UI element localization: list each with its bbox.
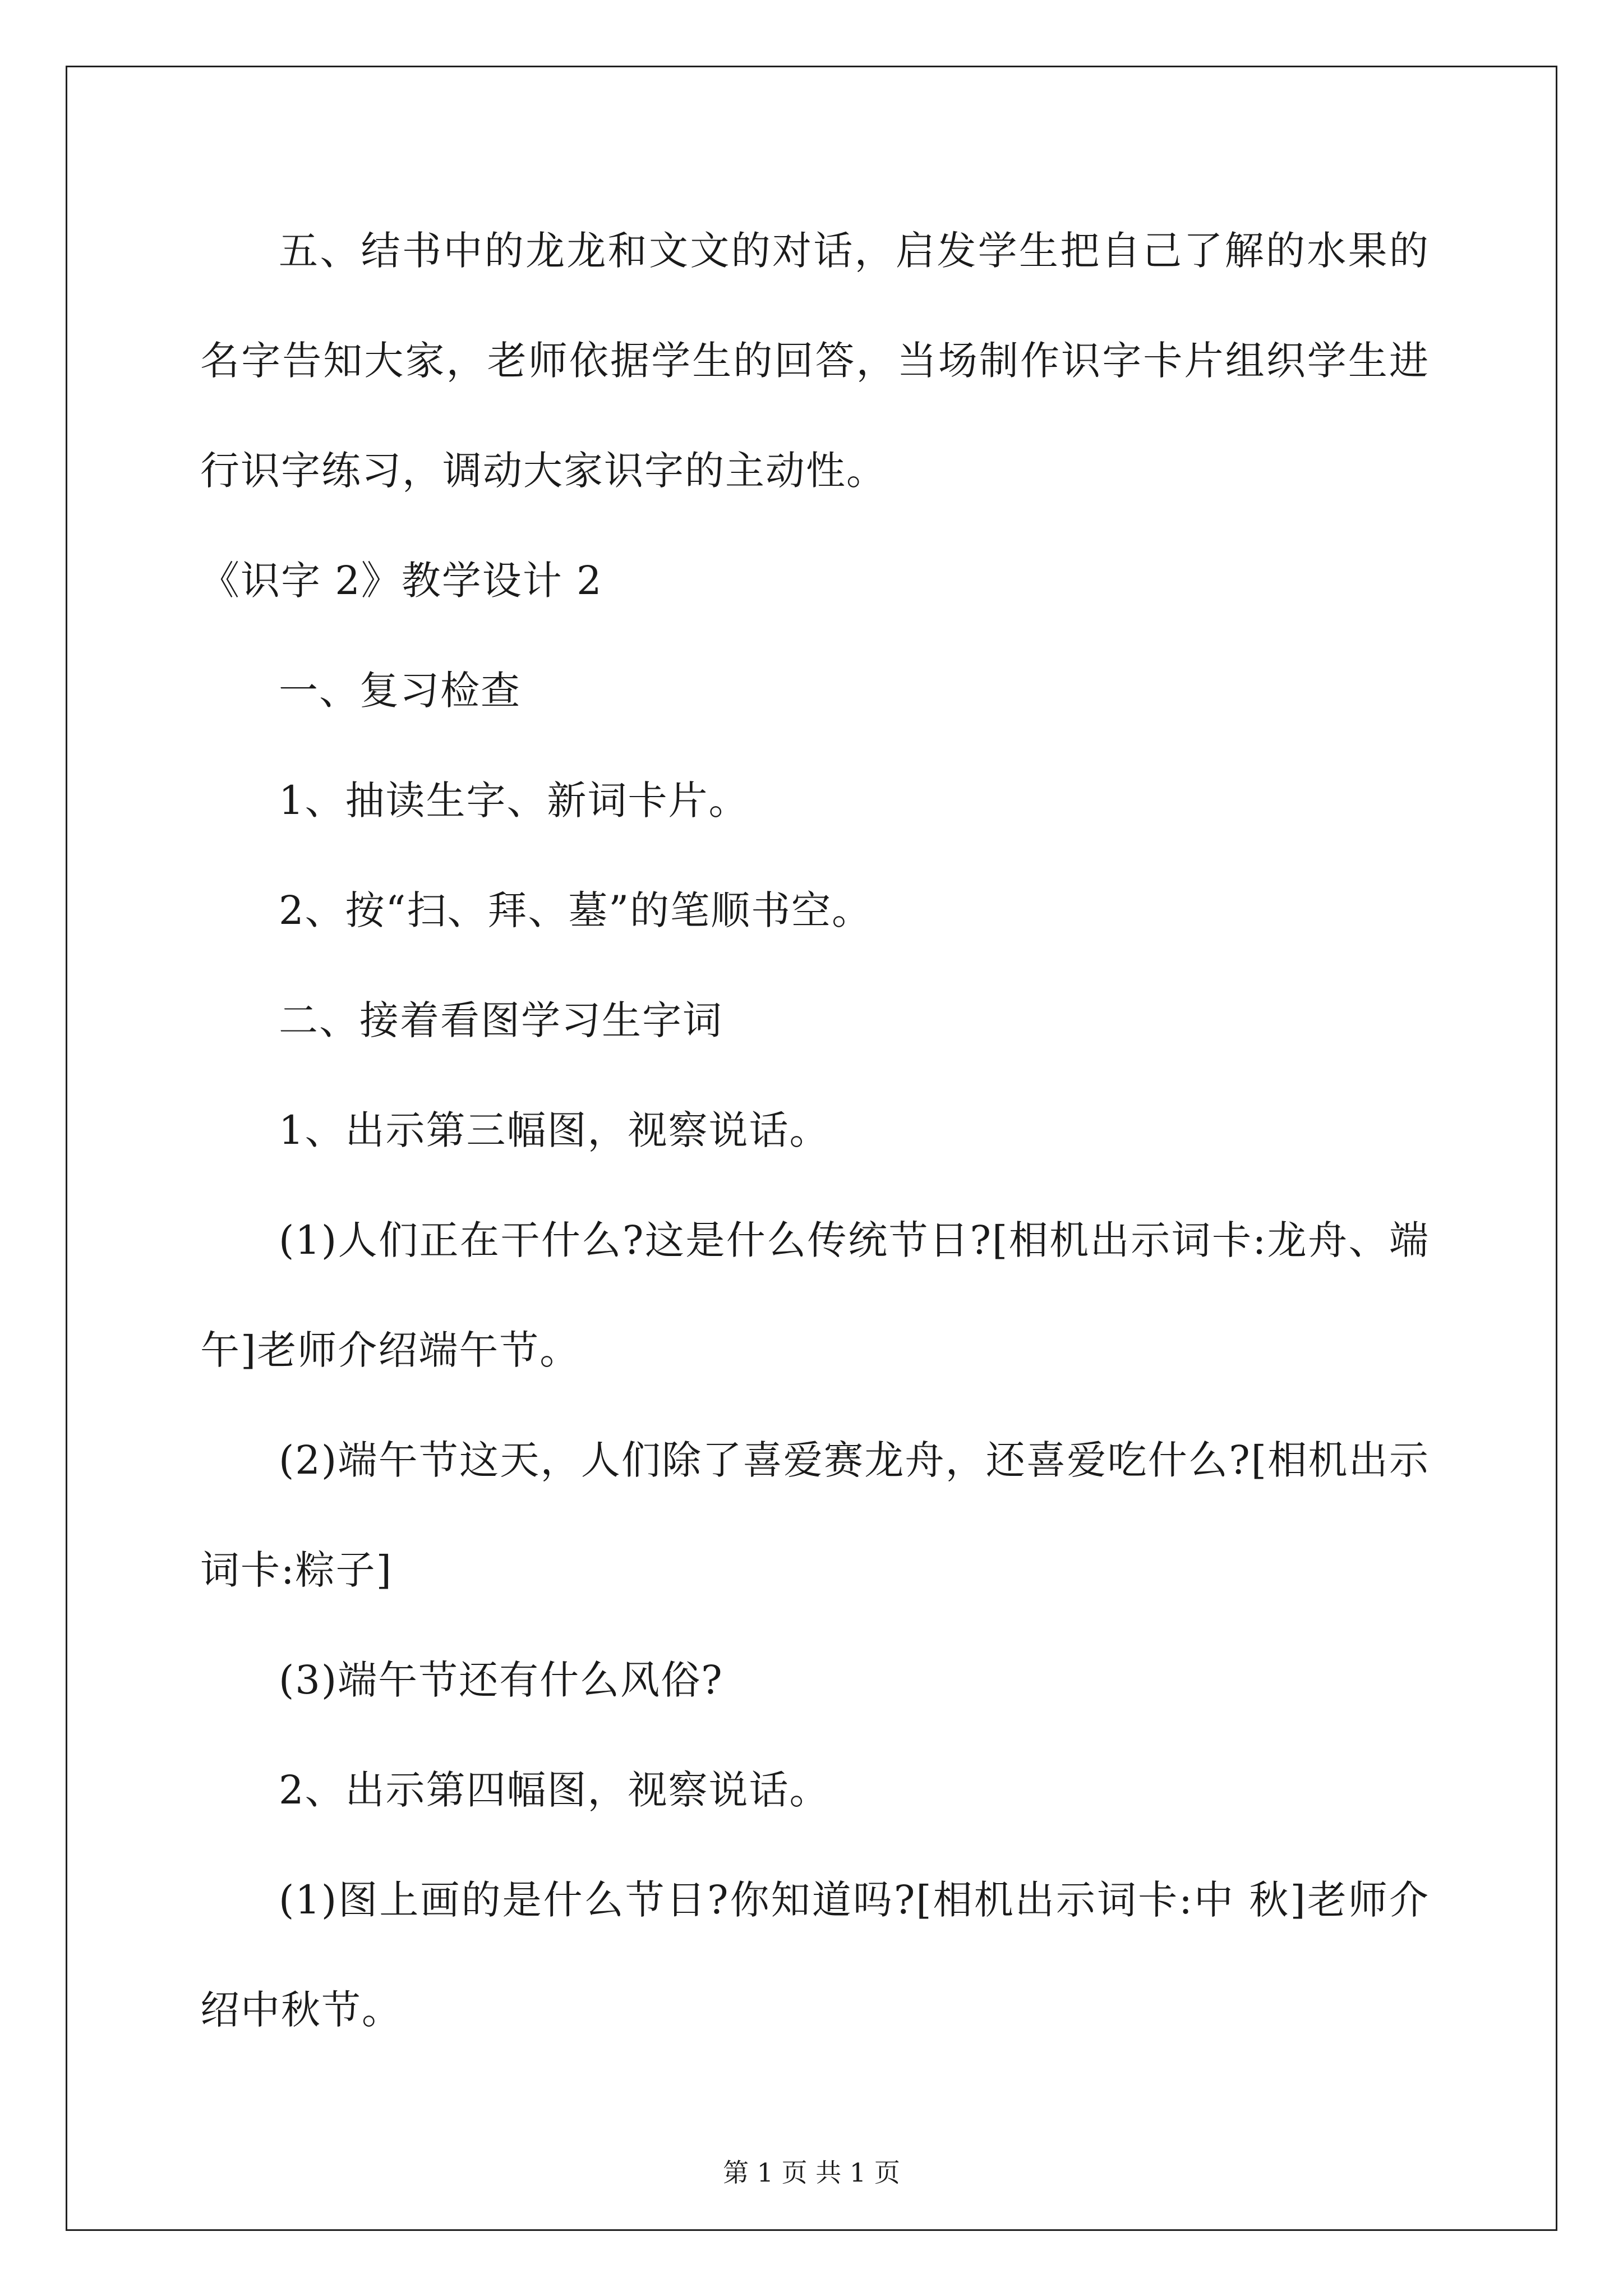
section-title: 《识字 2》教学设计 2: [200, 558, 603, 604]
paragraph-line: 名字告知大家，老师依据学生的回答，当场制作识字卡片组织学生进: [200, 338, 1430, 384]
paragraph-line: (3)端午节还有什么风俗?: [279, 1657, 723, 1703]
paragraph-line: 行识字练习，调动大家识字的主动性。: [200, 448, 887, 494]
paragraph-line: (2)端午节这天，人们除了喜爱赛龙舟，还喜爱吃什么?[相机出示: [279, 1437, 1430, 1483]
section-heading: 一、复习检查: [279, 668, 521, 714]
list-item: 1、出示第三幅图，视察说话。: [279, 1107, 830, 1153]
list-item: 1、抽读生字、新词卡片。: [279, 777, 749, 823]
paragraph-line: 绍中秋节。: [200, 1987, 402, 2033]
section-heading: 二、接着看图学习生字词: [279, 997, 723, 1043]
paragraph-line: 五、结书中的龙龙和文文的对话，启发学生把自己了解的水果的: [279, 228, 1430, 274]
paragraph-line: 词卡:粽子]: [200, 1547, 393, 1593]
list-item: 2、出示第四幅图，视察说话。: [279, 1767, 830, 1813]
list-item: 2、按“扫、拜、墓”的笔顺书空。: [279, 887, 873, 933]
page-number-footer: 第 1 页 共 1 页: [723, 2157, 900, 2188]
paragraph-line: (1)人们正在干什么?这是什么传统节日?[相机出示词卡:龙舟、端: [279, 1217, 1430, 1263]
paragraph-line: (1)图上画的是什么节日?你知道吗?[相机出示词卡:中 秋]老师介: [279, 1877, 1430, 1923]
paragraph-line: 午]老师介绍端午节。: [200, 1327, 580, 1373]
